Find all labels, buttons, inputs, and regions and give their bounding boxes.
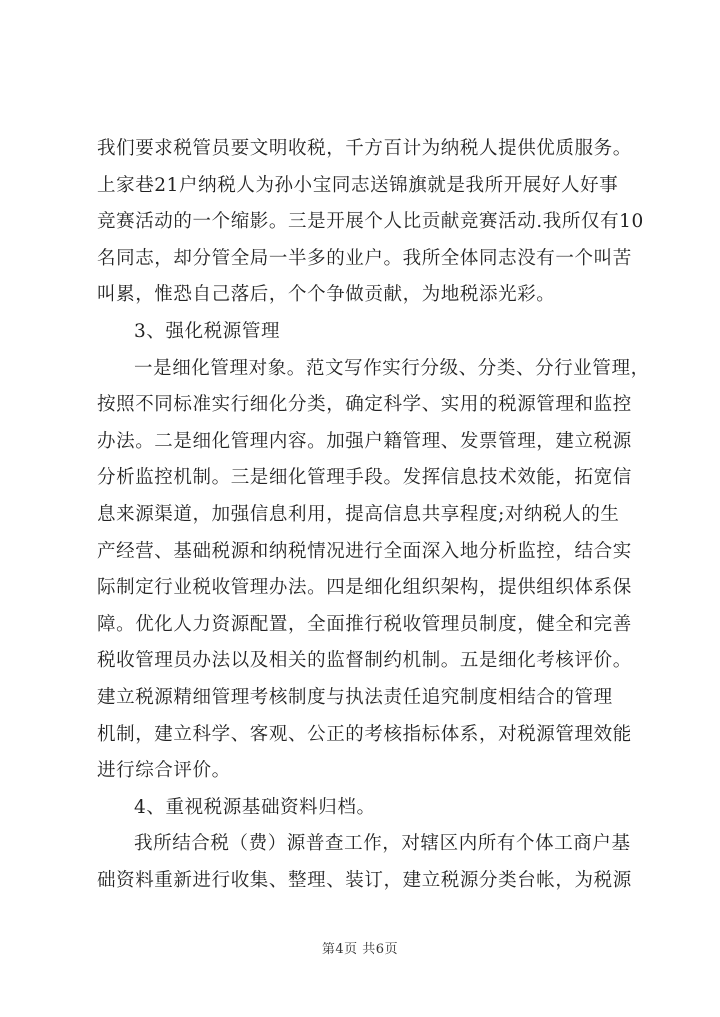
text-line: 机制，建立科学、客观、公正的考核指标体系，对税源管理效能 [97, 723, 632, 745]
paragraph-start: 一是细化管理对象。范文写作实行分级、分类、分行业管理， [134, 357, 650, 379]
text-line: 竞赛活动的一个缩影。三是开展个人比贡献竞赛活动.我所仅有10 [97, 211, 644, 233]
text-line: 上家巷21户纳税人为孙小宝同志送锦旗就是我所开展好人好事 [97, 174, 619, 196]
text-line: 办法。二是细化管理内容。加强户籍管理、发票管理，建立税源 [97, 430, 632, 452]
section-heading: 3、强化税源管理 [134, 320, 281, 342]
text-line: 障。优化人力资源配置，全面推行税收管理员制度，健全和完善 [97, 613, 632, 635]
text-line: 进行综合评价。 [97, 760, 231, 782]
text-line: 分析监控机制。三是细化管理手段。发挥信息技术效能，拓宽信 [97, 467, 632, 489]
text-line: 我们要求税管员要文明收税，千方百计为纳税人提供优质服务。 [97, 138, 632, 159]
text-line: 产经营、基础税源和纳税情况进行全面深入地分析监控，结合实 [97, 540, 632, 562]
text-line: 际制定行业税收管理办法。四是细化组织架构，提供组织体系保 [97, 577, 632, 599]
text-line: 税收管理员办法以及相关的监督制约机制。五是细化考核评价。 [97, 650, 632, 672]
text-line: 息来源渠道，加强信息利用，提高信息共享程度;对纳税人的生 [97, 503, 620, 525]
text-line: 叫累，惟恐自己落后，个个争做贡献，为地税添光彩。 [97, 284, 556, 306]
text-line: 础资料重新进行收集、整理、装订，建立税源分类台帐，为税源 [97, 869, 632, 891]
body-text [97, 131, 657, 899]
text-line: 名同志，却分管全局一半多的业户。我所全体同志没有一个叫苦 [97, 247, 632, 269]
paragraph-start: 我所结合税（费）源普查工作，对辖区内所有个体工商户基 [134, 833, 631, 855]
page-number-footer: 第4页 共6页 [321, 942, 399, 957]
text-line: 按照不同标准实行细化分类，确定科学、实用的税源管理和监控 [97, 394, 632, 416]
section-heading: 4、重视税源基础资料归档。 [134, 796, 376, 818]
text-line: 建立税源精细管理考核制度与执法责任追究制度相结合的管理 [97, 686, 613, 708]
